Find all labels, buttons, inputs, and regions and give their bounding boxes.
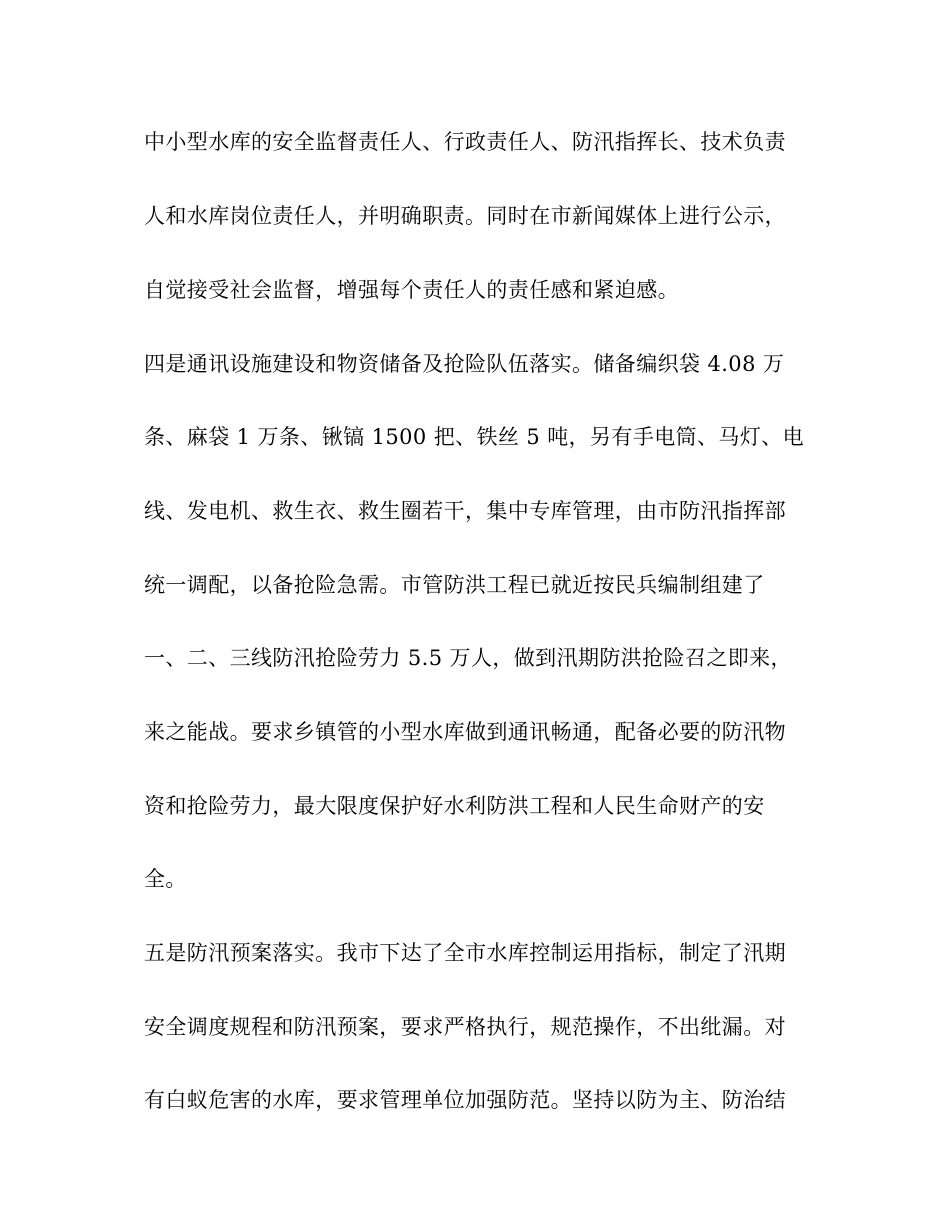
- text-line: 全。: [144, 867, 187, 891]
- text-line: 安全调度规程和防汛预案，要求严格执行，规范操作，不出纰漏。对: [144, 1015, 786, 1039]
- text-line: 五是防汛预案落实。我市下达了全市水库控制运用指标，制定了汛期: [144, 941, 786, 965]
- text-line: 有白蚁危害的水库，要求管理单位加强防范。坚持以防为主、防治结: [144, 1088, 786, 1112]
- text-line: 自觉接受社会监督，增强每个责任人的责任感和紧迫感。: [144, 278, 679, 302]
- text-line: 来之能战。要求乡镇管的小型水库做到通讯畅通，配备必要的防汛物: [144, 720, 786, 744]
- text-line: 资和抢险劳力，最大限度保护好水利防洪工程和人民生命财产的安: [144, 794, 765, 818]
- text-line: 条、麻袋 1 万条、锹镐 1500 把、铁丝 5 吨，另有手电筒、马灯、电: [144, 425, 805, 449]
- text-line: 一、二、三线防汛抢险劳力 5.5 万人，做到汛期防洪抢险召之即来，: [144, 646, 792, 670]
- text-line: 统一调配，以备抢险急需。市管防洪工程已就近按民兵编制组建了: [144, 573, 765, 597]
- text-line: 中小型水库的安全监督责任人、行政责任人、防汛指挥长、技术负责: [144, 130, 786, 154]
- text-line: 人和水库岗位责任人，并明确职责。同时在市新闻媒体上进行公示，: [144, 204, 786, 228]
- text-line: 四是通讯设施建设和物资储备及抢险队伍落实。储备编织袋 4.08 万: [144, 352, 785, 376]
- text-line: 线、发电机、救生衣、救生圈若干，集中专库管理，由市防汛指挥部: [144, 499, 786, 523]
